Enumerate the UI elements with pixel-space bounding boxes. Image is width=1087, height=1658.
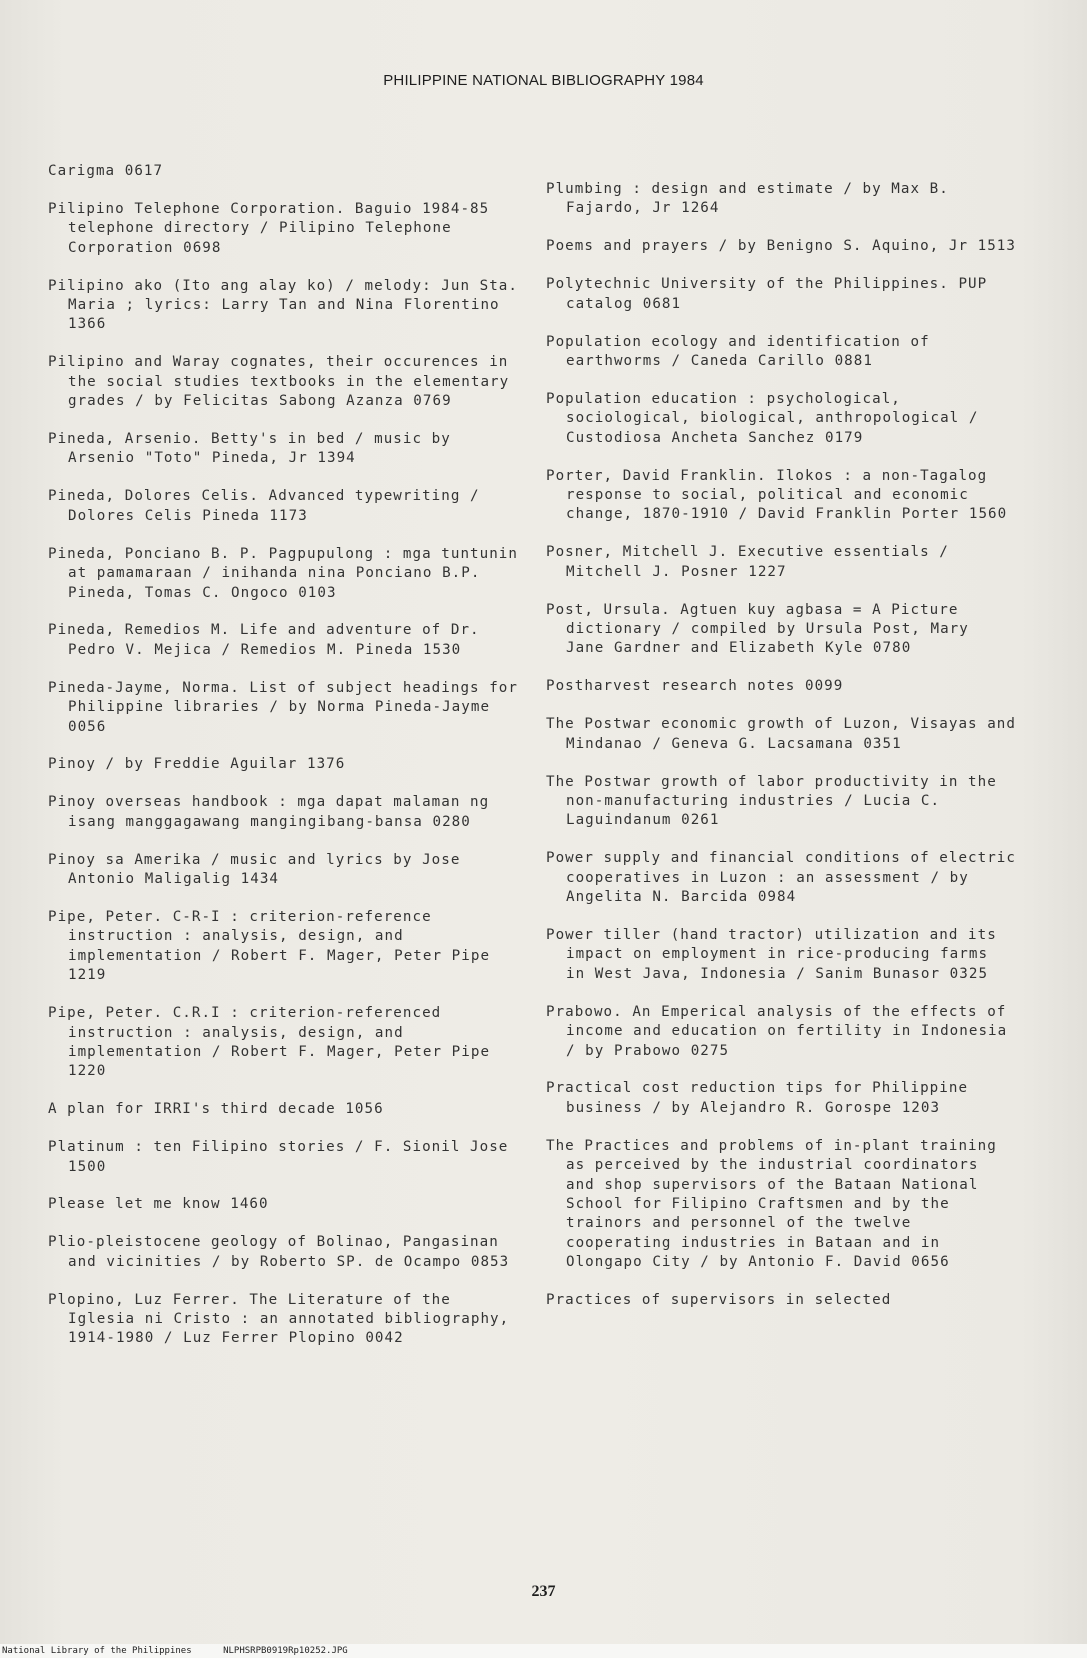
scan-credit [0,1644,1087,1658]
bibliography-entry: Platinum : ten Filipino stories / F. Sionil Jose 1500 [48,1139,509,1175]
left-column [48,162,518,1367]
bibliography-entry: Pipe, Peter. C.R.I : criterion-referenced instruction : analysis, design, and implementation / Robert F. Mager, Peter Pipe 1220 [48,1005,491,1080]
bibliography-entry: Postharvest research notes 0099 [546,678,844,695]
bibliography-entry: Pineda, Ponciano B. P. Pagpupulong : mga tuntunin at pamamaraan / inihanda nina Ponciano B.P. Pineda, Tomas C. Ongoco 0103 [48,545,518,601]
bibliography-entry: Power supply and financial conditions of electric cooperatives in Luzon : an assessment / by Angelita N. Barcida 0984 [546,850,1016,906]
bibliography-entry: Plumbing : design and estimate / by Max B. Fajardo, Jr 1264 [546,181,949,217]
bibliography-entry: Pilipino Telephone Corporation. Baguio 1984-85 telephone directory / Pilipino Telephone Corporation 0698 [48,200,490,256]
bibliography-entry: The Postwar economic growth of Luzon, Visayas and Mindanao / Geneva G. Lacsamana 0351 [546,716,1016,752]
bibliography-entry: Power tiller (hand tractor) utilization and its impact on employment in rice-producing farms in West Java, Indonesia / Sanim Bunasor 0325 [546,926,997,982]
bibliography-entry: The Postwar growth of labor productivity in the non-manufacturing industries / Lucia C. Laguindanum 0261 [546,773,997,829]
bibliography-entry: Pineda, Dolores Celis. Advanced typewriting / Dolores Celis Pineda 1173 [48,488,480,524]
bibliography-entry: Pilipino ako (Ito ang alay ko) / melody: Jun Sta. Maria ; lyrics: Larry Tan and Nina Florentino 1366 [48,277,518,333]
bibliography-entry: Plio-pleistocene geology of Bolinao, Pangasinan and vicinities / by Roberto SP. de Ocampo 0853 [48,1234,510,1270]
bibliography-entry: Post, Ursula. Agtuen kuy agbasa = A Picture dictionary / compiled by Ursula Post, Mary Jane Gardner and Elizabeth Kyle 0780 [546,601,969,657]
page-title: PHILIPPINE NATIONAL BIBLIOGRAPHY 1984 [383,72,704,89]
bibliography-entry: Pinoy / by Freddie Aguilar 1376 [48,756,346,773]
bibliography-entry: Pineda, Remedios M. Life and adventure of Dr. Pedro V. Mejica / Remedios M. Pineda 1530 [48,622,480,658]
bibliography-entry: The Practices and problems of in-plant training as perceived by the industrial coordinators and shop supervisors of the Bataan National School for Filipino Craftsmen and by the trainors and personnel of the twelve cooperating industries in Bataan and in Olongapo City / by Antonio F. David 0656 [546,1137,997,1271]
bibliography-entry: Please let me know 1460 [48,1196,269,1213]
library-credit: National Library of the Philippines [2,1646,192,1656]
bibliography-entry: Pipe, Peter. C-R-I : criterion-reference instruction : analysis, design, and implementation / Robert F. Mager, Peter Pipe 1219 [48,908,491,984]
bibliography-entry: Pineda, Arsenio. Betty's in bed / music by Arsenio "Toto" Pineda, Jr 1394 [48,431,451,467]
bibliography-entry: Posner, Mitchell J. Executive essentials / Mitchell J. Posner 1227 [546,544,949,580]
bibliography-entry: Plopino, Luz Ferrer. The Literature of the Iglesia ni Cristo : an annotated bibliography, 1914-1980 / Luz Ferrer Plopino 0042 [48,1291,510,1347]
bibliography-entry: Prabowo. An Emperical analysis of the effects of income and education on fertility in Indonesia / by Prabowo 0275 [546,1003,1008,1059]
bibliography-entry: Population education : psychological, sociological, biological, anthropological / Custodiosa Ancheta Sanchez 0179 [546,390,979,446]
bibliography-entry: Practices of supervisors in selected [546,1292,892,1309]
bibliography-entry: Porter, David Franklin. Ilokos : a non-Tagalog response to social, political and economic change, 1870-1910 / David Franklin Porter 1560 [546,467,1008,523]
bibliography-entry: Pinoy overseas handbook : mga dapat malaman ng isang manggagawang mangingibang-bansa 0280 [48,794,490,830]
page-number: 237 [531,1583,556,1600]
bibliography-entry: Polytechnic University of the Philippines. PUP catalog 0681 [546,276,988,312]
bibliography-entry: Population ecology and identification of earthworms / Caneda Carillo 0881 [546,333,930,369]
right-column [546,180,1016,1329]
bibliography-entry: Pinoy sa Amerika / music and lyrics by Jose Antonio Maligalig 1434 [48,851,461,888]
bibliography-entry: Pineda-Jayme, Norma. List of subject headings for Philippine libraries / by Norma Pineda-Jayme 0056 [48,679,518,735]
bibliography-entry: Carigma 0617 [48,163,164,179]
file-name: NLPHSRPB0919Rp10252.JPG [223,1646,348,1656]
bibliography-entry: Poems and prayers / by Benigno S. Aquino, Jr 1513 [546,238,1016,255]
bibliography-entry: A plan for IRRI's third decade 1056 [48,1101,384,1118]
bibliography-entry: Practical cost reduction tips for Philippine business / by Alejandro R. Gorospe 1203 [546,1080,969,1116]
bibliography-entry: Pilipino and Waray cognates, their occurences in the social studies textbooks in the elementary grades / by Felicitas Sabong Azanza 0769 [48,354,510,410]
